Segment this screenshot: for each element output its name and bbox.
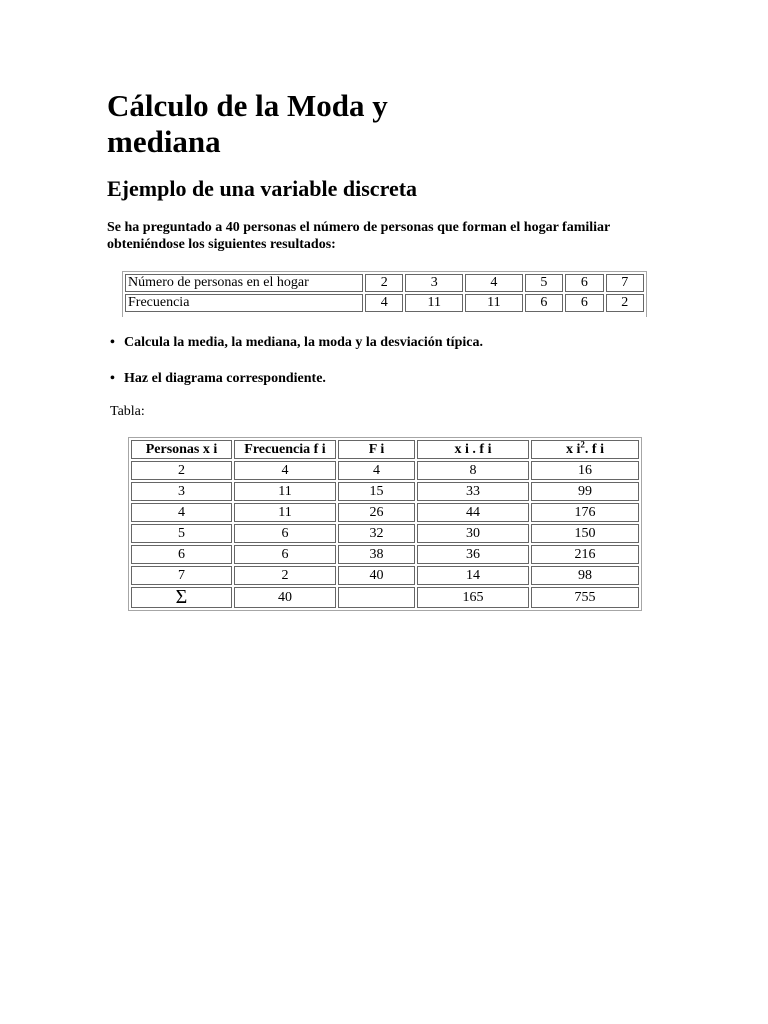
table-cell: 6 — [234, 545, 336, 564]
value-cell: 6 — [565, 274, 603, 292]
header-text: . f i — [584, 442, 604, 457]
section-heading: Ejemplo de una variable discreta — [107, 176, 418, 201]
task-text: Haz el diagrama correspondiente. — [124, 371, 326, 386]
value-cell: 2 — [365, 274, 403, 292]
row-label: Número de personas en el hogar — [125, 274, 363, 292]
table-cell: 2 — [234, 566, 336, 585]
table-row — [131, 524, 639, 543]
table-cell: 40 — [338, 566, 415, 585]
table-cell: 14 — [417, 566, 529, 585]
bullet-icon: • — [110, 335, 115, 350]
totals-row — [131, 587, 639, 608]
sigma-icon: Σ — [131, 587, 232, 608]
table-cell: 26 — [338, 503, 415, 522]
table-cell: 7 — [131, 566, 232, 585]
table-cell: 99 — [531, 482, 639, 501]
table-cell: 15 — [338, 482, 415, 501]
superscript: 2 — [580, 439, 585, 450]
table-cell: 8 — [417, 461, 529, 480]
table-cell: 4 — [234, 461, 336, 480]
task-text: Calcula la media, la mediana, la moda y la desviación típica. — [124, 335, 483, 350]
table-row — [125, 294, 644, 312]
header-cell — [531, 440, 639, 459]
header-cell: Personas x i — [131, 440, 232, 459]
title-line-1: Cálculo de la Moda y — [107, 88, 388, 123]
intro-paragraph: Se ha preguntado a 40 personas el número de personas que forman el hogar familiar obteniéndose los siguientes resultados: — [107, 220, 610, 252]
frequency-cell: 11 — [405, 294, 463, 312]
table-cell: 98 — [531, 566, 639, 585]
table-cell: 6 — [131, 545, 232, 564]
frequency-data-table — [122, 271, 647, 317]
header-cell: Frecuencia f i — [234, 440, 336, 459]
table-cell: 38 — [338, 545, 415, 564]
table-cell: 216 — [531, 545, 639, 564]
page-title — [107, 88, 388, 160]
header-cell: F i — [338, 440, 415, 459]
table-row — [125, 274, 644, 292]
value-cell: 5 — [525, 274, 563, 292]
value-cell: 4 — [465, 274, 523, 292]
table-cell: 150 — [531, 524, 639, 543]
task-item — [110, 334, 483, 351]
table-cell: 4 — [131, 503, 232, 522]
bullet-icon: • — [110, 371, 115, 386]
results-table — [128, 437, 642, 611]
title-line-2: mediana — [107, 124, 221, 159]
table-row — [131, 482, 639, 501]
table-cell: 176 — [531, 503, 639, 522]
table-cell: 11 — [234, 482, 336, 501]
table-cell: 16 — [531, 461, 639, 480]
table-cell: 33 — [417, 482, 529, 501]
table-cell: 5 — [131, 524, 232, 543]
frequency-cell: 11 — [465, 294, 523, 312]
header-cell: x i . f i — [417, 440, 529, 459]
row-label: Frecuencia — [125, 294, 363, 312]
frequency-cell: 4 — [365, 294, 403, 312]
frequency-cell: 6 — [565, 294, 603, 312]
table-cell: 44 — [417, 503, 529, 522]
table-header-row — [131, 440, 639, 459]
total-cell: 40 — [234, 587, 336, 608]
table-cell: 36 — [417, 545, 529, 564]
table-caption: Tabla: — [110, 404, 145, 419]
frequency-cell: 6 — [525, 294, 563, 312]
value-cell: 7 — [606, 274, 644, 292]
table-cell: 3 — [131, 482, 232, 501]
frequency-cell: 2 — [606, 294, 644, 312]
table-cell: 11 — [234, 503, 336, 522]
task-item — [110, 370, 326, 387]
total-cell: 165 — [417, 587, 529, 608]
table-cell: 30 — [417, 524, 529, 543]
total-cell — [338, 587, 415, 608]
table-row — [131, 503, 639, 522]
table-cell: 4 — [338, 461, 415, 480]
value-cell: 3 — [405, 274, 463, 292]
table-cell: 32 — [338, 524, 415, 543]
total-cell: 755 — [531, 587, 639, 608]
table-row — [131, 461, 639, 480]
table-cell: 6 — [234, 524, 336, 543]
header-text: x i — [566, 442, 581, 457]
table-row — [131, 566, 639, 585]
table-cell: 2 — [131, 461, 232, 480]
table-row — [131, 545, 639, 564]
